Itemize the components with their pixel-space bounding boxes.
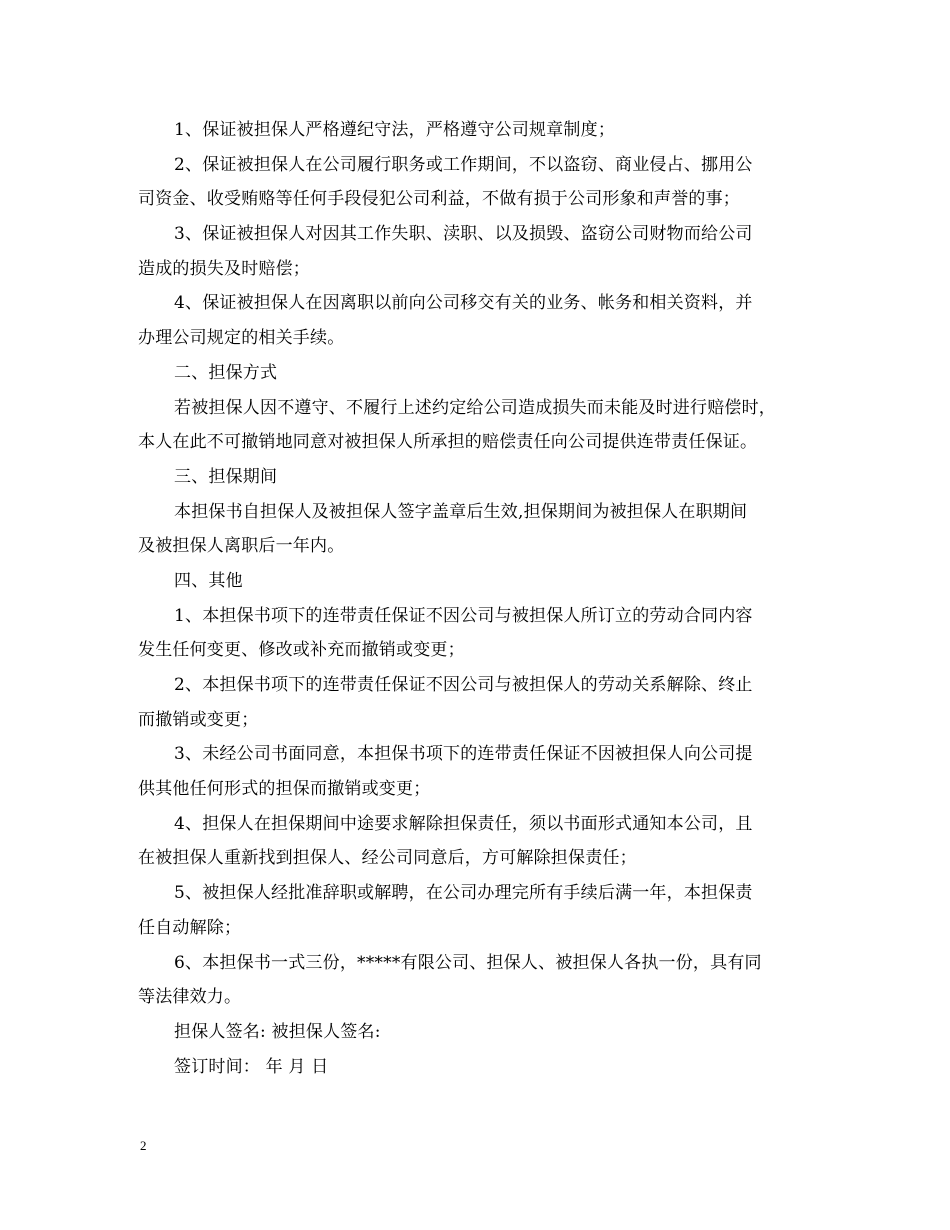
text-line: 任自动解除；: [138, 917, 242, 938]
text-line: 三、担保期间: [174, 466, 278, 487]
text-line: 2、保证被担保人在公司履行职务或工作期间，不以盗窃、商业侵占、挪用公: [174, 154, 753, 175]
text-line: 司资金、收受贿赂等任何手段侵犯公司利益，不做有损于公司形象和声誉的事；: [138, 189, 740, 210]
text-line: 供其他任何形式的担保而撤销或变更；: [138, 779, 431, 800]
text-line: 担保人签名: 被担保人签名:: [174, 1021, 381, 1042]
text-line: 1、本担保书项下的连带责任保证不因公司与被担保人所订立的劳动合同内容: [174, 605, 753, 626]
document-body: [138, 113, 818, 1084]
text-line: 二、担保方式: [174, 362, 278, 383]
text-line: 若被担保人因不遵守、不履行上述约定给公司造成损失而未能及时进行赔偿时，: [174, 397, 776, 418]
text-line: 本人在此不可撤销地同意对被担保人所承担的赔偿责任向公司提供连带责任保证。: [138, 432, 758, 453]
text-line: 发生任何变更、修改或补充而撤销或变更；: [138, 640, 465, 661]
text-line: 及被担保人离职后一年内。: [138, 536, 345, 557]
text-line: 5、被担保人经批准辞职或解聘，在公司办理完所有手续后满一年，本担保责: [174, 883, 753, 904]
text-line: 等法律效力。: [138, 987, 242, 1008]
text-line: 4、担保人在担保期间中途要求解除担保责任，须以书面形式通知本公司，且: [174, 813, 753, 834]
page-number: 2: [140, 1138, 147, 1153]
text-line: 3、保证被担保人对因其工作失职、渎职、以及损毁、盗窃公司财物而给公司: [174, 224, 753, 245]
text-line: 本担保书自担保人及被担保人签字盖章后生效,担保期间为被担保人在职期间: [174, 501, 748, 522]
text-line: 办理公司规定的相关手续。: [138, 328, 345, 349]
text-line: 四、其他: [174, 570, 243, 591]
text-line: 2、本担保书项下的连带责任保证不因公司与被担保人的劳动关系解除、终止: [174, 675, 753, 695]
text-line: 在被担保人重新找到担保人、经公司同意后，方可解除担保责任；: [138, 848, 637, 869]
text-line: 3、未经公司书面同意，本担保书项下的连带责任保证不因被担保人向公司提: [174, 744, 753, 765]
text-line: 6、本担保书一式三份，*****有限公司、担保人、被担保人各执一份，具有同: [174, 952, 762, 973]
text-line: 1、保证被担保人严格遵纪守法，严格遵守公司规章制度；: [174, 120, 616, 140]
text-line: 造成的损失及时赔偿；: [138, 258, 310, 279]
text-line: 4、保证被担保人在因离职以前向公司移交有关的业务、帐务和相关资料，并: [174, 293, 753, 314]
text-line: 签订时间： 年 月 日: [174, 1056, 329, 1077]
text-line: 而撤销或变更；: [138, 709, 259, 730]
